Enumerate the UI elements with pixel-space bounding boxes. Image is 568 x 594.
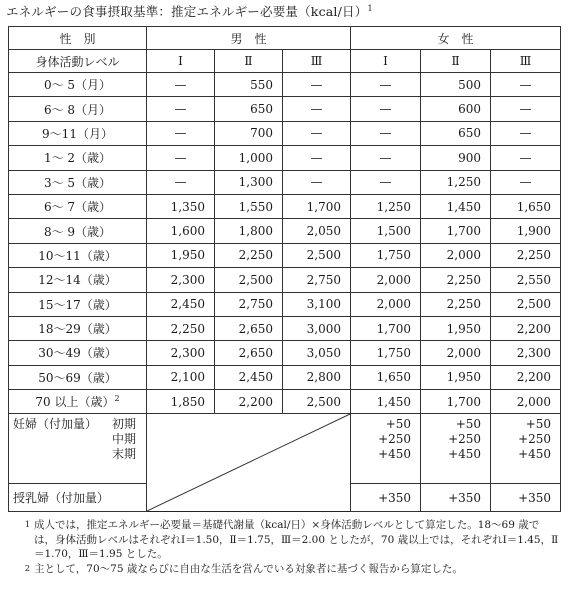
value-cell: 2,100 (147, 365, 215, 389)
footnote-text: 成人では，推定エネルギー必要量＝基礎代謝量（kcal/日）×身体活動レベルとして算定した。18～69 歳では，身体活動レベルはそれぞれⅠ＝1.50，Ⅱ＝1.75，Ⅲ＝2.00 としたが，70 歳以上では，それぞれⅠ＝1.45，Ⅱ＝1.70，Ⅲ＝1.95 とした。 (34, 519, 559, 560)
lactating-label: 授乳婦（付加量） (9, 484, 147, 512)
age-group-label: 18～29（歳） (38, 322, 117, 337)
value-cell: 2,300 (491, 341, 561, 365)
value-cell: 2,000 (421, 243, 491, 267)
value-cell: 2,200 (491, 365, 561, 389)
value-cell: 2,200 (491, 316, 561, 340)
value-cell (421, 414, 491, 484)
value-cell: 1,700 (421, 219, 491, 243)
table-row (9, 316, 561, 340)
table-row (9, 194, 561, 218)
value-cell: — (283, 73, 351, 97)
value-cell: 1,750 (351, 341, 421, 365)
energy-requirement-table (8, 26, 561, 512)
diagonal-line (147, 414, 350, 511)
value-cell: 3,050 (283, 341, 351, 365)
value-cell: 700 (215, 121, 283, 145)
pregnant-label: 妊婦（付加量） (13, 417, 98, 432)
value-cell: 3,100 (283, 292, 351, 316)
table-title: エネルギーの食事摂取基準：推定エネルギー必要量（kcal/日）$^1$ (6, 3, 373, 19)
value-cell: 3,000 (283, 316, 351, 340)
pregnancy-addition-value: +450 (448, 447, 482, 462)
pregnancy-addition-value: +50 (525, 417, 552, 432)
age-group-cell (9, 365, 147, 389)
value-cell: 2,300 (147, 268, 215, 292)
age-group-label: 12～14（歳） (38, 273, 117, 288)
age-group-cell (9, 243, 147, 267)
value-cell: +350 (491, 484, 561, 512)
pregnancy-addition-value: +250 (378, 432, 412, 447)
value-cell: 900 (421, 146, 491, 170)
value-cell: 2,000 (351, 292, 421, 316)
value-cell: 1,950 (421, 316, 491, 340)
age-group-cell (9, 316, 147, 340)
value-cell: 1,650 (491, 194, 561, 218)
age-group-cell (9, 146, 147, 170)
value-cell: 2,050 (283, 219, 351, 243)
value-cell: 550 (215, 73, 283, 97)
table-row (9, 121, 561, 145)
value-cell: — (491, 97, 561, 121)
value-cell: 1,450 (421, 194, 491, 218)
value-cell: — (283, 170, 351, 194)
value-cell: 1,700 (283, 194, 351, 218)
age-group-label: 9～11（月） (42, 126, 113, 141)
age-group-cell (9, 268, 147, 292)
footnotes (8, 518, 560, 576)
age-group-cell (9, 219, 147, 243)
age-group-label: 6～ 8（月） (43, 102, 112, 117)
pregnancy-addition-value: +250 (448, 432, 482, 447)
value-cell: 2,250 (147, 316, 215, 340)
value-cell: 2,500 (491, 292, 561, 316)
header-row-sex (9, 27, 561, 50)
table-row (9, 390, 561, 414)
value-cell: 2,300 (147, 341, 215, 365)
value-cell: — (351, 73, 421, 97)
footnote-text: 主として，70～75 歳ならびに自由な生活を営んでいる対象者に基づく報告から算定した。 (34, 562, 463, 575)
value-cell: — (147, 146, 215, 170)
value-cell: 2,500 (283, 243, 351, 267)
value-cell: 1,950 (147, 243, 215, 267)
value-cell: 2,000 (421, 341, 491, 365)
age-group-cell (9, 194, 147, 218)
value-cell: 1,850 (147, 390, 215, 414)
pregnancy-addition-value: +50 (455, 417, 482, 432)
value-cell: 2,650 (215, 341, 283, 365)
value-cell: 1,650 (351, 365, 421, 389)
value-cell: 1,550 (215, 194, 283, 218)
value-cell: 2,250 (421, 268, 491, 292)
value-cell: 2,750 (215, 292, 283, 316)
age-group-cell (9, 292, 147, 316)
age-group-label: 70 以上（歳） (35, 395, 115, 410)
footnote (8, 518, 560, 562)
male-header: 男 性 (147, 27, 351, 50)
table-row (9, 292, 561, 316)
female-header: 女 性 (351, 27, 561, 50)
value-cell: 2,450 (215, 365, 283, 389)
value-cell: 1,950 (421, 365, 491, 389)
value-cell (491, 414, 561, 484)
level-header: Ⅲ (491, 50, 561, 73)
value-cell: — (283, 97, 351, 121)
value-cell: — (351, 97, 421, 121)
pregnancy-addition-value: +50 (385, 417, 412, 432)
table-row (9, 219, 561, 243)
age-group-label: 0～ 5（月） (43, 78, 112, 93)
value-cell: +350 (421, 484, 491, 512)
age-group-cell (9, 390, 147, 414)
level-header: Ⅰ (351, 50, 421, 73)
value-cell: 2,250 (421, 292, 491, 316)
value-cell: — (147, 170, 215, 194)
value-cell: 2,000 (491, 390, 561, 414)
level-header: Ⅲ (283, 50, 351, 73)
age-group-label: 10～11（歳） (38, 248, 117, 263)
footnote (8, 562, 560, 577)
diagonal-blank-cell (147, 414, 351, 512)
table-row (9, 73, 561, 97)
value-cell: 2,250 (215, 243, 283, 267)
value-cell: 650 (215, 97, 283, 121)
pregnancy-period-label: 中期 (111, 432, 136, 447)
pregnant-label-cell (9, 414, 147, 484)
pregnancy-addition-value: +450 (518, 447, 552, 462)
value-cell: 1,750 (351, 243, 421, 267)
value-cell: 1,250 (351, 194, 421, 218)
value-cell: — (491, 170, 561, 194)
age-group-cell (9, 73, 147, 97)
value-cell: 2,450 (147, 292, 215, 316)
footnote-mark: 1 (24, 520, 30, 529)
footnote-mark: 2 (24, 563, 30, 573)
age-group-label: 3～ 5（歳） (43, 175, 112, 190)
value-cell: 1,700 (351, 316, 421, 340)
value-cell: 1,800 (215, 219, 283, 243)
value-cell: 2,500 (283, 390, 351, 414)
age-group-label: 50～69（歳） (38, 370, 117, 385)
table-row (9, 341, 561, 365)
table-row (9, 365, 561, 389)
table-row (9, 97, 561, 121)
value-cell: 600 (421, 97, 491, 121)
pregnancy-addition-value: +450 (378, 447, 412, 462)
value-cell: — (147, 121, 215, 145)
value-cell: 2,800 (283, 365, 351, 389)
title-footnote-mark: 1 (367, 3, 373, 13)
age-group-label: 30～49（歳） (38, 346, 117, 361)
value-cell: — (283, 121, 351, 145)
value-cell: 1,900 (491, 219, 561, 243)
footnote-mark: 2 (114, 394, 120, 404)
table-row (9, 170, 561, 194)
pregnant-row (9, 414, 561, 484)
value-cell: — (283, 146, 351, 170)
table-row (9, 268, 561, 292)
pregnancy-period-label: 末期 (111, 447, 136, 462)
age-group-label: 1～ 2（歳） (43, 151, 112, 166)
table-row (9, 146, 561, 170)
value-cell: 2,650 (215, 316, 283, 340)
value-cell: 1,600 (147, 219, 215, 243)
value-cell: 1,000 (215, 146, 283, 170)
value-cell: — (147, 97, 215, 121)
value-cell: +350 (351, 484, 421, 512)
level-header: Ⅱ (215, 50, 283, 73)
age-group-cell (9, 341, 147, 365)
value-cell: 2,750 (283, 268, 351, 292)
value-cell: — (491, 146, 561, 170)
value-cell: 1,300 (215, 170, 283, 194)
value-cell: 1,250 (421, 170, 491, 194)
age-group-cell (9, 121, 147, 145)
value-cell: 2,500 (215, 268, 283, 292)
pregnancy-addition-value: +250 (518, 432, 552, 447)
value-cell: 1,350 (147, 194, 215, 218)
value-cell: 500 (421, 73, 491, 97)
value-cell: 2,550 (491, 268, 561, 292)
value-cell (351, 414, 421, 484)
age-group-label: 8～ 9（歳） (43, 224, 112, 239)
sex-header: 性 別 (9, 27, 147, 50)
age-group-cell (9, 170, 147, 194)
value-cell: 650 (421, 121, 491, 145)
age-group-label: 15～17（歳） (38, 297, 117, 312)
pregnancy-period-label: 初期 (111, 417, 136, 432)
value-cell: 2,250 (491, 243, 561, 267)
value-cell: 1,700 (421, 390, 491, 414)
age-group-label: 6～ 7（歳） (43, 200, 112, 215)
value-cell: — (351, 121, 421, 145)
value-cell: — (351, 146, 421, 170)
value-cell: — (351, 170, 421, 194)
age-group-cell (9, 97, 147, 121)
value-cell: 1,450 (351, 390, 421, 414)
header-row-activity (9, 50, 561, 73)
table-row (9, 243, 561, 267)
value-cell: — (147, 73, 215, 97)
activity-level-header: 身体活動レベル (9, 50, 147, 73)
level-header: Ⅰ (147, 50, 215, 73)
value-cell: — (491, 121, 561, 145)
value-cell: 2,000 (351, 268, 421, 292)
value-cell: — (491, 73, 561, 97)
level-header: Ⅱ (421, 50, 491, 73)
value-cell: 1,500 (351, 219, 421, 243)
value-cell: 2,200 (215, 390, 283, 414)
